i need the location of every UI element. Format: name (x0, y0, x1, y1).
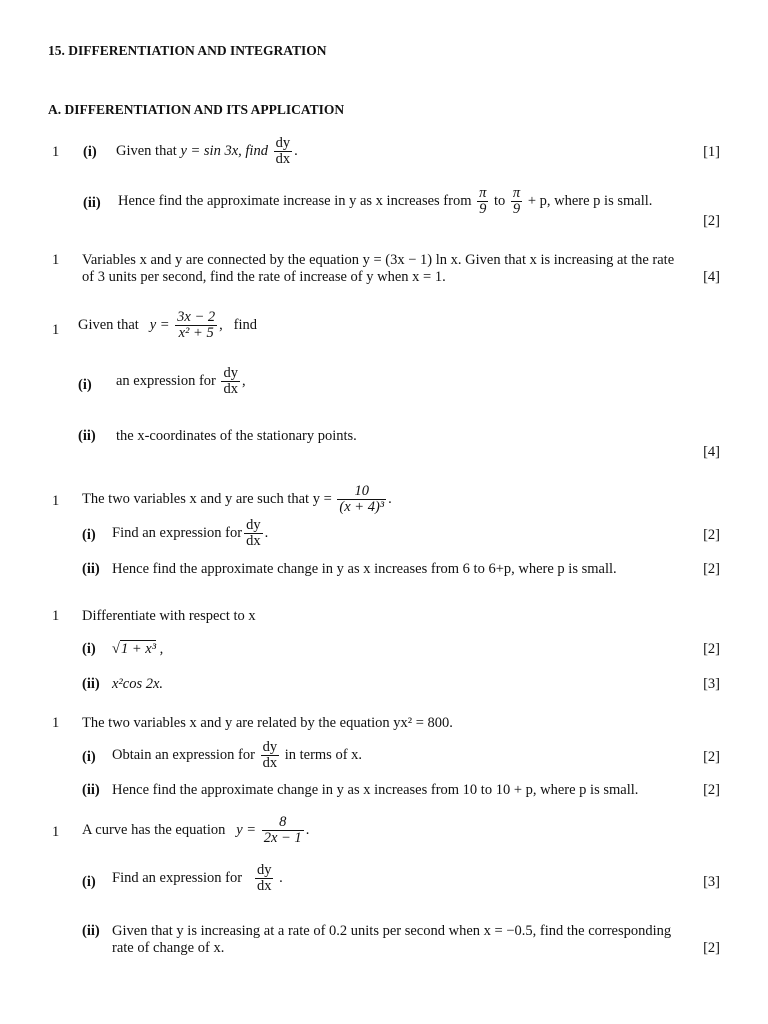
question-text: Find an expression for $\frac{dy}{dx}$ . (112, 517, 269, 550)
question-text: Find an expression for $\frac{dy}{dx}$ . (112, 862, 283, 895)
marks: [4] (703, 444, 720, 460)
part-label: (ii) (82, 561, 100, 577)
question-text: the x-coordinates of the stationary points. (116, 428, 357, 444)
numerator: π (512, 185, 521, 201)
marks: [2] (703, 782, 720, 798)
marks: [2] (703, 213, 720, 229)
derivative-fraction (274, 136, 293, 167)
text: A curve has the equation (82, 822, 226, 839)
text: Find an expression for (112, 525, 243, 542)
part-label: (i) (78, 377, 92, 393)
marks: [3] (703, 676, 720, 692)
part-label: (ii) (82, 782, 100, 798)
marks: [2] (703, 561, 720, 577)
text: Given that (78, 317, 139, 334)
marks: [1] (703, 144, 720, 160)
numerator: dy (246, 517, 261, 533)
denominator: dx (246, 533, 261, 550)
pi-over-nine (477, 186, 488, 217)
equation: y = sin 3x, find (180, 143, 268, 160)
question-number: 1 (52, 715, 60, 731)
pi-over-nine (511, 186, 522, 217)
denominator: 2x − 1 (263, 830, 302, 847)
question-text: The two variables x and y are such that y = $\frac{10}{\text{(x + 4)³}}$ . (82, 483, 392, 516)
part-label: (ii) (78, 428, 96, 444)
denominator: dx (262, 755, 278, 772)
question-text: Variables x and y are connected by the equation y = (3x − 1) ln x. Given that x is increasing at the rate (82, 252, 675, 268)
denominator: 9 (512, 201, 521, 218)
question-text: The two variables x and y are related by the equation yx² = 800. (82, 715, 453, 731)
function-fraction (262, 815, 304, 846)
equation: y = (149, 317, 170, 334)
text: an expression for (116, 373, 216, 390)
question-text: Given that y is increasing at a rate of 0.2 units per second when x = −0.5, find the corresponding (112, 923, 672, 939)
denominator: (x + 4)³ (339, 499, 385, 516)
denominator: dx (275, 151, 291, 168)
question-number: 1 (52, 824, 60, 840)
question-text: Hence find the approximate change in y as x increases from 10 to 10 + p, where p is small. (112, 782, 639, 798)
numerator: π (479, 185, 487, 201)
function-fraction (337, 484, 386, 515)
numerator: 10 (337, 484, 386, 500)
chapter-title: 15. DIFFERENTIATION AND INTEGRATION (48, 43, 327, 58)
equation: y = (236, 822, 257, 839)
question-number: 1 (52, 252, 60, 268)
part-label: (ii) (83, 195, 101, 211)
question-text: A curve has the equation y = $\frac{8}{2x - 1}$ . (82, 814, 310, 847)
question-text (118, 186, 652, 217)
numerator: 3x − 2 (177, 309, 216, 325)
denominator: x² + 5 (178, 325, 214, 342)
question-text: Given that y = sin 3x, find $\frac{dy}{dx}$ . (116, 135, 298, 168)
part-label: (ii) (82, 676, 100, 692)
denominator: dx (223, 381, 238, 398)
numerator: dy (262, 739, 278, 755)
derivative-fraction (261, 740, 280, 771)
text: to (494, 193, 506, 210)
square-root: √1 + x³ (112, 641, 157, 657)
question-text: Given that y = $\frac{3x - 2}{\text{x² + 5}}$ , find (78, 309, 258, 342)
marks: [2] (703, 527, 720, 543)
numerator: 8 (262, 815, 304, 831)
denominator: dx (256, 878, 272, 895)
radicand: 1 + x³ (120, 641, 157, 657)
part-label: (i) (82, 749, 96, 765)
marks: [2] (703, 940, 720, 956)
numerator: dy (275, 135, 291, 151)
text: find (233, 317, 258, 334)
marks: [3] (703, 874, 720, 890)
question-text: of 3 units per second, find the rate of increase of y when x = 1. (82, 269, 446, 285)
part-label: (i) (82, 874, 96, 890)
expression: x²cos 2x. (112, 676, 164, 692)
derivative-fraction (255, 863, 274, 894)
text: Obtain an expression for (112, 747, 255, 764)
denominator: 9 (479, 201, 487, 218)
text: + p, where p is small. (527, 193, 653, 210)
part-label: (i) (82, 527, 96, 543)
radical-expression: √1 + x³ , (112, 641, 164, 657)
function-fraction (175, 310, 217, 341)
numerator: dy (223, 365, 238, 381)
derivative-fraction (244, 518, 263, 549)
text: Given that (116, 143, 177, 160)
question-text (112, 740, 362, 771)
text: Hence find the approximate increase in y as x increases from (118, 193, 472, 210)
question-number: 1 (52, 144, 60, 160)
section-title: A. DIFFERENTIATION AND ITS APPLICATION (48, 102, 345, 117)
marks: [2] (703, 641, 720, 657)
numerator: dy (256, 862, 272, 878)
marks: [4] (703, 269, 720, 285)
text: Find an expression for (112, 870, 243, 887)
part-label: (i) (82, 641, 96, 657)
question-number: 1 (52, 608, 60, 624)
part-label: (ii) (82, 923, 100, 939)
part-label: (i) (83, 144, 97, 160)
marks: [2] (703, 749, 720, 765)
question-text: rate of change of x. (112, 940, 225, 956)
question-text: Hence find the approximate change in y as x increases from 6 to 6+p, where p is small. (112, 561, 617, 577)
text: in terms of x. (284, 747, 363, 764)
question-number: 1 (52, 493, 60, 509)
text: The two variables x and y are such that y = (82, 491, 332, 508)
question-number: 1 (52, 322, 60, 338)
question-text: Differentiate with respect to x (82, 608, 256, 624)
question-text: an expression for $\frac{dy}{dx}$ , (116, 365, 246, 398)
derivative-fraction (221, 366, 240, 397)
